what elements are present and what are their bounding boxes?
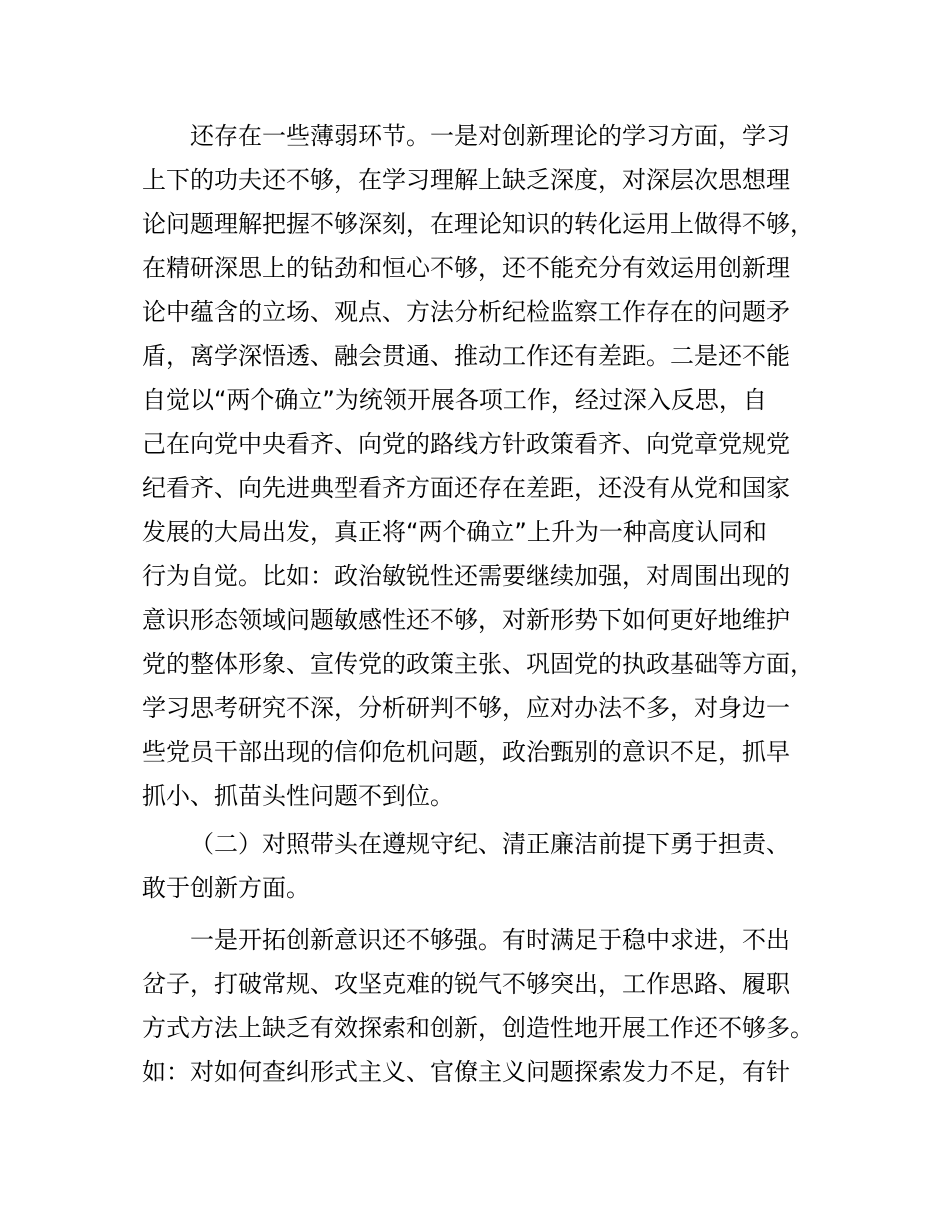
- paragraph-2-line-2: 岔子，打破常规、攻坚克难的锐气不够突出，工作思路、履职: [142, 970, 790, 998]
- paragraph-2-line-4: 如：对如何查纠形式主义、官僚主义问题探索发力不足，有针: [142, 1058, 790, 1086]
- paragraph-1-line-5: 论中蕴含的立场、观点、方法分析纪检监察工作存在的问题矛: [142, 298, 790, 326]
- section-heading-line-1: （二）对照带头在遵规守纪、清正廉洁前提下勇于担责、: [190, 830, 790, 858]
- paragraph-1-line-10: 发展的大局出发，真正将“两个确立”上升为一种高度认同和: [142, 518, 767, 546]
- paragraph-1-line-2: 上下的功夫还不够，在学习理解上缺乏深度，对深层次思想理: [142, 166, 790, 194]
- paragraph-1-line-8: 己在向党中央看齐、向党的路线方针政策看齐、向党章党规党: [142, 430, 790, 458]
- paragraph-1-line-15: 些党员干部出现的信仰危机问题，政治甄别的意识不足，抓早: [142, 738, 790, 766]
- paragraph-1-line-1: 还存在一些薄弱环节。一是对创新理论的学习方面，学习: [190, 122, 790, 150]
- paragraph-1-line-13: 党的整体形象、宣传党的政策主张、巩固党的执政基础等方面，: [142, 650, 814, 678]
- paragraph-1-line-11: 行为自觉。比如：政治敏锐性还需要继续加强，对周围出现的: [142, 562, 790, 590]
- paragraph-1-line-6: 盾，离学深悟透、融会贯通、推动工作还有差距。二是还不能: [142, 342, 790, 370]
- paragraph-2-line-1: 一是开拓创新意识还不够强。有时满足于稳中求进，不出: [190, 926, 790, 954]
- paragraph-1-line-16: 抓小、抓苗头性问题不到位。: [142, 782, 454, 810]
- paragraph-2-line-3: 方式方法上缺乏有效探索和创新，创造性地开展工作还不够多。: [142, 1014, 814, 1042]
- paragraph-1-line-12: 意识形态领域问题敏感性还不够，对新形势下如何更好地维护: [142, 606, 790, 634]
- paragraph-1-line-4: 在精研深思上的钻劲和恒心不够，还不能充分有效运用创新理: [142, 254, 790, 282]
- paragraph-1-line-14: 学习思考研究不深，分析研判不够，应对办法不多，对身边一: [142, 694, 790, 722]
- section-heading-line-2: 敢于创新方面。: [142, 874, 310, 902]
- paragraph-1-line-7: 自觉以“两个确立”为统领开展各项工作，经过深入反思，自: [142, 386, 767, 414]
- paragraph-1-line-3: 论问题理解把握不够深刻，在理论知识的转化运用上做得不够，: [142, 210, 814, 238]
- paragraph-1-line-9: 纪看齐、向先进典型看齐方面还存在差距，还没有从党和国家: [142, 474, 790, 502]
